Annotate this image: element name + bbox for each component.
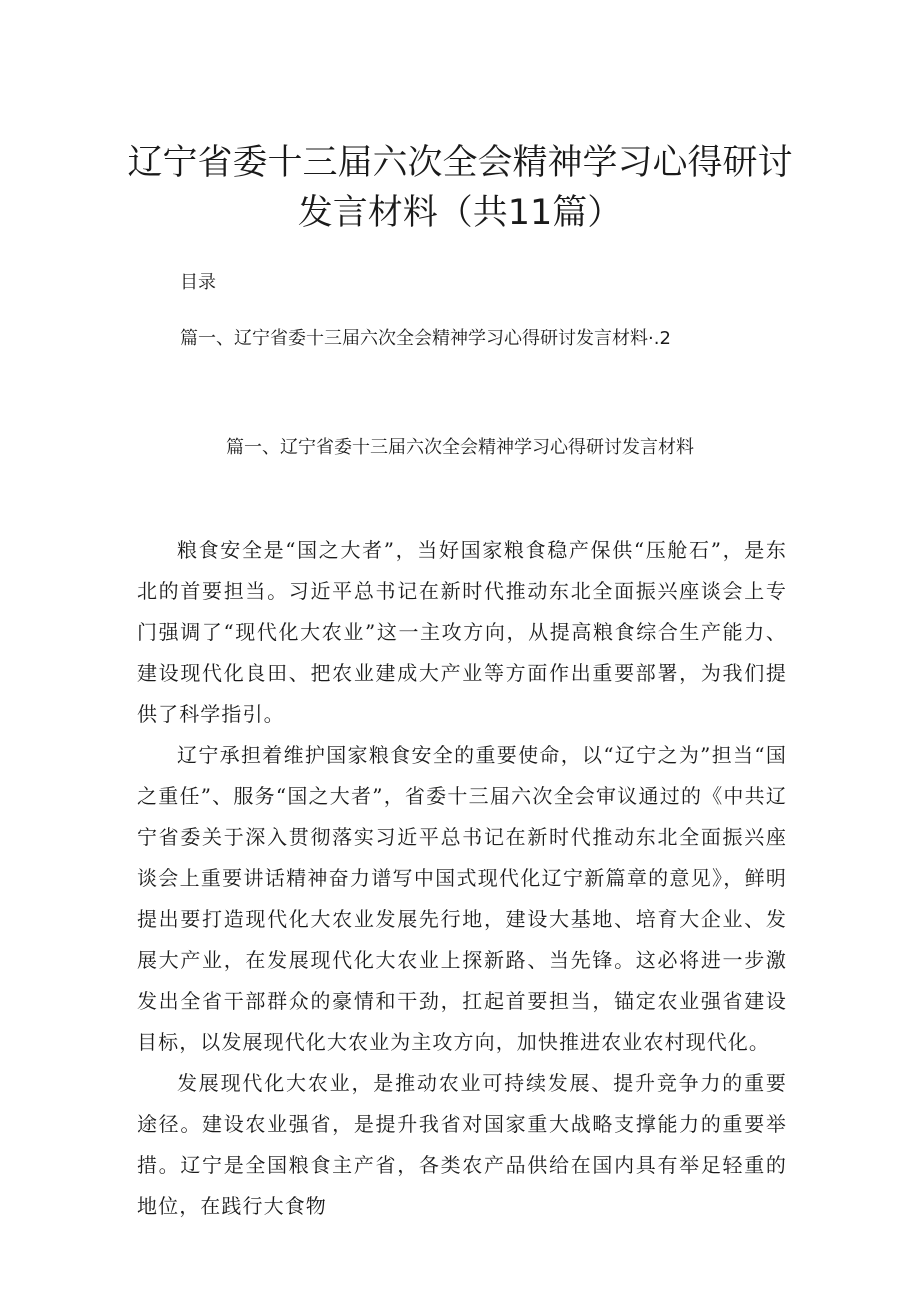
paragraph: 粮食安全是“国之大者”，当好国家粮食稳产保供“压舱石”，是东北的首要担当。习近平总书记在新时代推动东北全面振兴座谈会上专门强调了“现代化大农业”这一主攻方向，从提高粮食综合生产能力、建设现代化良田、把农业建成大产业等方面作出重要部署，为我们提供了科学指引。 bbox=[137, 538, 787, 726]
section-heading: 篇一、辽宁省委十三届六次全会精神学习心得研讨发言材料 bbox=[226, 437, 694, 458]
paragraph: 辽宁承担着维护国家粮食安全的重要使命，以“辽宁之为”担当“国之重任”、服务“国之大者”，省委十三届六次全会审议通过的《中共辽宁省委关于深入贯彻落实习近平总书记在新时代推动东北全面振兴座谈会上重要讲话精神奋力谱写中国式现代化辽宁新篇章的意见》，鲜明提出要打造现代化大农业发展先行地，建设大基地、培育大企业、发展大产业，在发展现代化大农业上探新路、当先锋。这必将进一步激发出全省干部群众的豪情和干劲，扛起首要担当，锚定农业强省建设目标，以发展现代化大农业为主攻方向，加快推进农业农村现代化。 bbox=[137, 743, 787, 1054]
document-title: 辽宁省委十三届六次全会精神学习心得研讨发言材料（共11篇） bbox=[127, 143, 793, 233]
body-text bbox=[137, 530, 787, 1227]
paragraph: 发展现代化大农业，是推动农业可持续发展、提升竞争力的重要途径。建设农业强省，是提升我省对国家重大战略支撑能力的重要举措。辽宁是全国粮食主产省，各类农产品供给在国内具有举足轻重的地位，在践行大食物 bbox=[137, 1071, 787, 1218]
toc-label: 目录 bbox=[180, 272, 216, 293]
toc-entry[interactable]: 篇一、辽宁省委十三届六次全会精神学习心得研讨发言材料·.2 bbox=[180, 328, 671, 349]
